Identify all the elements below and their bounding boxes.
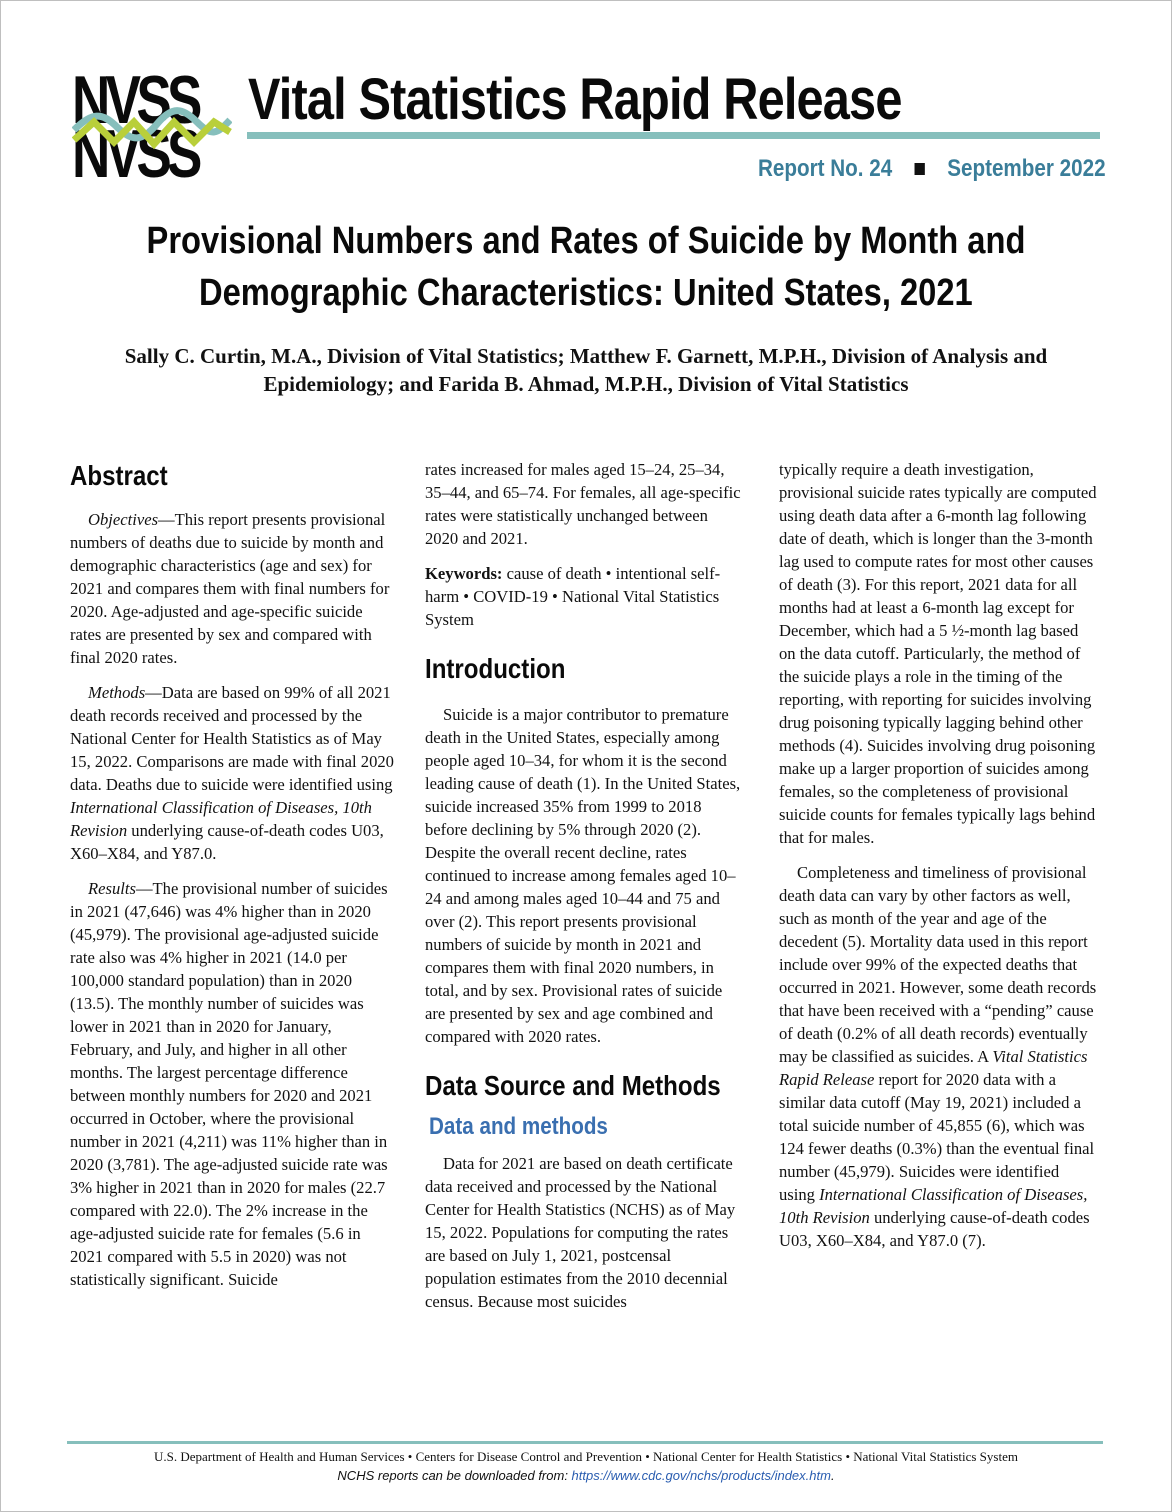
data-methods-paragraph: Data for 2021 are based on death certificate data received and processed by the National Center for Health Statistics (NCHS) as of May 15, 2022. Populations for computing the rates are based on July 1, 2021, postcensal population estimates from the 2010 decennial census. Because most suicides: [425, 1154, 736, 1311]
data-source-heading: Data Source and Methods: [425, 1070, 721, 1101]
footer-download: [0, 1468, 1172, 1484]
methods-icd: International Classification of Diseases, 10th Revision: [70, 798, 372, 840]
abstract-heading: Abstract: [70, 460, 168, 491]
data-methods-continued: typically require a death investigation, provisional suicide rates typically are computed using death data after a 6-month lag following date of death, which is longer than the 3-month lag used to compute rates for most other causes of death (3). For this report, 2021 data for all months had at least a 6-month lag except for December, which had a 5 ½-month lag based on the data cutoff. Particularly, the method of the suicide plays a role in the timing of the reporting, with reporting for suicides involving drug poisoning typically lagging behind other methods (4). Suicides involving drug poisoning make up a larger proportion of suicides among females, so the completeness of provisional suicide counts for females typically lags behind that for males.: [779, 460, 1097, 847]
completeness-icd: International Classification of Diseases, 10th Revision: [779, 1185, 1088, 1227]
results-continued: rates increased for males aged 15–24, 25–34, 35–44, and 65–74. For females, all age-specific rates were statistically unchanged between 2020 and 2021.: [425, 460, 741, 548]
completeness-text-a: Completeness and timeliness of provisional death data can vary by other factors as well, such as month of the year and age of the decedent (5). Mortality data used in this report include over 99% of the expected deaths that occurred in 2021. However, some death records that have been received with a “pending” cause of death (0.2% of all death records) eventually may be classified as suicides. A: [779, 863, 1097, 1066]
data-methods-subheading: Data and methods: [429, 1113, 608, 1140]
authors: [70, 342, 1102, 398]
methods-paragraph: [70, 681, 394, 865]
report-number: Report No. 24: [758, 155, 893, 182]
series-title: Vital Statistics Rapid Release: [248, 67, 902, 132]
objectives-label: Objectives: [88, 510, 159, 529]
authors-line2: Epidemiology; and Farida B. Ahmad, M.P.H., Division of Vital Statistics: [263, 372, 909, 396]
vsrr-title: Vital Statistics Rapid Release: [779, 1047, 1088, 1089]
methods-label: Methods: [88, 683, 146, 702]
results-text: —The provisional number of suicides in 2021 (47,646) was 4% higher than in 2020 (45,979). The provisional age-adjusted suicide rate also was 4% higher in 2021 (14.0 per 100,000 standard population) than in 2020 (13.5). The monthly number of suicides was lower in 2021 than in 2020 for January, February, and July, and higher in all other months. The largest percentage difference between monthly numbers for 2020 and 2021 occurred in October, where the provisional number in 2021 (4,211) was 11% higher than in 2020 (3,781). The age-adjusted suicide rate was 3% higher in 2021 than in 2020 for males (22.7 compared with 22.0). The 2% increase in the age-adjusted suicide rate for females (5.6 in 2021 compared with 5.5 in 2020) was not statistically significant. Suicide: [70, 879, 388, 1289]
footer-download-text: NCHS reports can be downloaded from:: [337, 1468, 572, 1483]
report-line: [758, 155, 1106, 183]
methods-text-a: —Data are based on 99% of all 2021 death records received and processed by the National Center for Health Statistics as of May 15, 2022. Comparisons are made with final 2020 data. Deaths due to suicide were identified using: [70, 683, 394, 794]
keywords-label: Keywords:: [425, 564, 503, 583]
introduction-paragraph: Suicide is a major contributor to premature death in the United States, especially among people aged 10–34, for whom it is the second leading cause of death (1). In the United States, suicide increased 35% from 1999 to 2018 before declining by 5% through 2020 (2). Despite the overall recent decline, rates continued to increase among females aged 10–24 and among males aged 10–44 and 75 and over (2). This report presents provisional numbers of suicide by month in 2021 and compares them with final 2020 numbers, in total, and by sex. Provisional rates of suicide are presented by sex and age combined and compared with 2020 rates.: [425, 705, 741, 1046]
results-label: Results: [88, 879, 136, 898]
objectives-text: —This report presents provisional numbers of deaths due to suicide by month and demographic characteristics (age and sex) for 2021 and compares them with final numbers for 2020. Age-adjusted and age-specific suicide rates are presented by sex and compared with final 2020 rates.: [70, 510, 390, 667]
logo-text-bottom: NVSS: [72, 116, 198, 192]
report-title-line2: Demographic Characteristics: United States, 2021: [199, 272, 973, 314]
nvss-logo: [72, 62, 232, 192]
completeness-text-c: underlying cause-of-death codes U03, X60–X84, and Y87.0 (7).: [779, 1208, 1090, 1250]
logo-wave-icon: [72, 62, 232, 192]
keywords-paragraph: [425, 562, 745, 631]
results-paragraph: [70, 877, 394, 1291]
introduction-heading: Introduction: [425, 653, 566, 684]
footer-agencies: U.S. Department of Health and Human Services • Centers for Disease Control and Prevention • National Center for Health Statistics • National Vital Statistics System: [154, 1449, 1018, 1464]
keywords-text: cause of death • intentional self-harm • COVID-19 • National Vital Statistics System: [425, 564, 721, 629]
logo-text-top: NVSS: [72, 62, 198, 138]
report-title-line1: Provisional Numbers and Rates of Suicide by Month and: [146, 220, 1026, 262]
footer-rule: [67, 1441, 1103, 1444]
completeness-paragraph: [779, 861, 1099, 1252]
footer-period: .: [830, 1468, 835, 1483]
completeness-text-b: report for 2020 data with a similar data cutoff (May 19, 2021) included a total suicide number of 45,855 (6), which was 124 fewer deaths (0.3%) than the eventual final number (45,979). Suicides were identified using: [779, 1070, 1095, 1204]
square-bullet-icon: [915, 163, 925, 175]
report-date: September 2022: [947, 155, 1106, 182]
column-3: [779, 458, 1099, 1252]
column-1: [70, 458, 394, 1291]
column-2: [425, 458, 745, 1313]
report-title: [60, 215, 1112, 319]
authors-line1: Sally C. Curtin, M.A., Division of Vital Statistics; Matthew F. Garnett, M.P.H., Division of Analysis and: [124, 344, 1048, 368]
footer-download-link[interactable]: https://www.cdc.gov/nchs/products/index.htm: [571, 1468, 831, 1483]
methods-text-b: underlying cause-of-death codes U03, X60–X84, and Y87.0.: [70, 821, 384, 863]
objectives-paragraph: [70, 508, 394, 669]
header-rule: [247, 132, 1100, 139]
